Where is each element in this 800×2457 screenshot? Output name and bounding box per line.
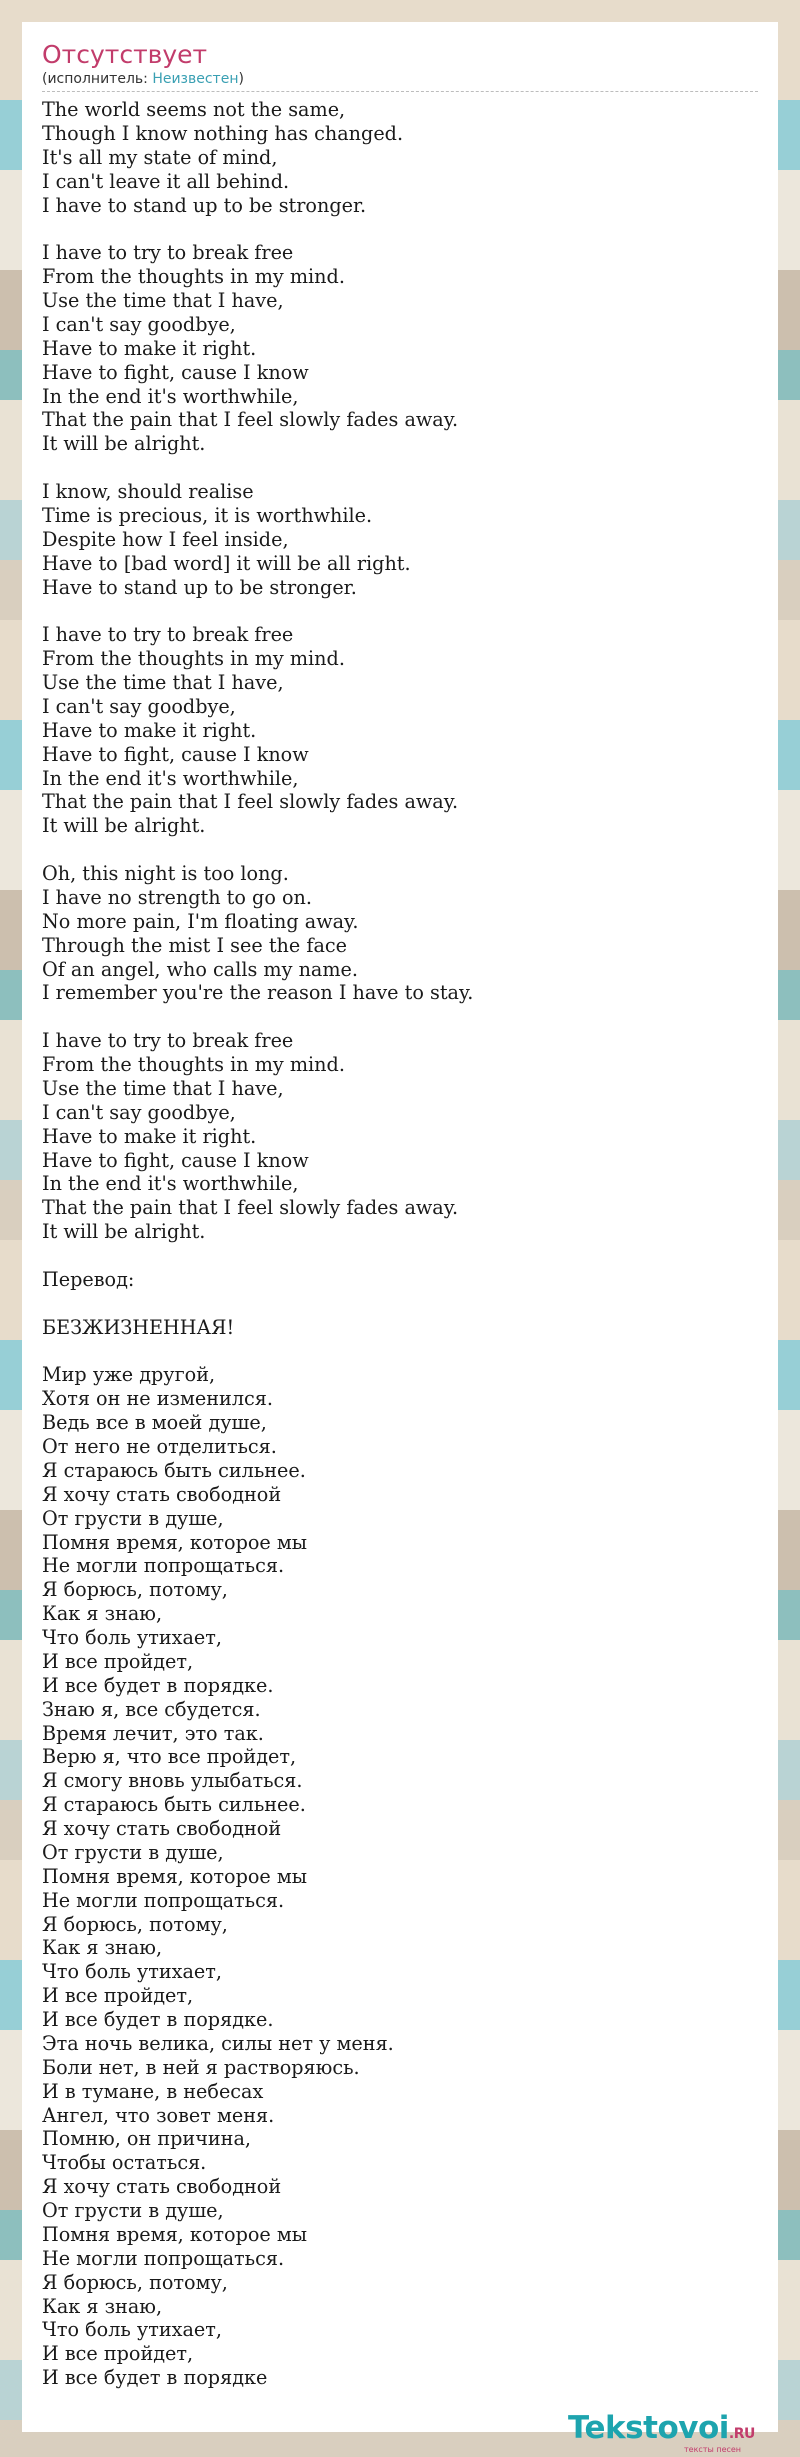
- lyrics-line: Я хочу стать свободной: [42, 1482, 282, 1506]
- lyrics-line: From the thoughts in my mind.: [42, 647, 345, 671]
- lyrics-line: Through the mist I see the face: [42, 933, 347, 957]
- lyrics-line: Помня время, которое мы: [42, 1530, 308, 1554]
- lyrics-line: Помня время, которое мы: [42, 2222, 308, 2246]
- lyrics-line: I can't say goodbye,: [42, 1100, 236, 1124]
- lyrics-line: In the end it's worthwhile,: [42, 1172, 299, 1196]
- lyrics-line: Я стараюсь быть сильнее.: [42, 1458, 306, 1482]
- lyrics-line: I have no strength to go on.: [42, 885, 312, 909]
- lyrics-line: No more pain, I'm floating away.: [42, 909, 359, 933]
- lyrics-line: От грусти в душе,: [42, 2199, 224, 2222]
- lyrics-blank-line: [42, 1292, 758, 1316]
- artist-suffix: ): [238, 71, 244, 87]
- lyrics-line: Have to make it right.: [42, 336, 257, 360]
- lyrics-line: It's all my state of mind,: [42, 145, 278, 169]
- artist-prefix: (исполнитель:: [42, 71, 153, 87]
- song-title: Отсутствует: [42, 40, 208, 69]
- lyrics-line: Я борюсь, потому,: [42, 1912, 228, 1936]
- lyrics-line: In the end it's worthwhile,: [42, 384, 299, 408]
- site-logo[interactable]: [568, 2411, 778, 2455]
- lyrics-line: That the pain that I feel slowly fades away.: [42, 408, 459, 432]
- lyrics-line: И в тумане, в небесах: [42, 2079, 264, 2103]
- lyrics-line: Как я знаю,: [42, 1936, 163, 1960]
- lyrics-line: Время лечит, это так.: [42, 1721, 264, 1745]
- lyrics-line: I have to try to break free: [42, 241, 294, 265]
- lyrics-line: Эта ночь велика, силы нет у меня.: [42, 2031, 394, 2055]
- lyrics-line: Я стараюсь быть сильнее.: [42, 1793, 306, 1817]
- lyrics-line: От грусти в душе,: [42, 1506, 224, 1530]
- song-header: [42, 40, 758, 92]
- lyrics-line: Я смогу вновь улыбаться.: [42, 1769, 303, 1793]
- lyrics-line: Я хочу стать свободной: [42, 1817, 282, 1840]
- lyrics-text: [42, 98, 758, 2390]
- lyrics-line: Though I know nothing has changed.: [42, 121, 404, 145]
- lyrics-line: Помня время, которое мы: [42, 1864, 308, 1888]
- lyrics-line: И все будет в порядке: [42, 2366, 268, 2390]
- lyrics-line: Не могли попрощаться.: [42, 2246, 285, 2270]
- lyrics-line: Мир уже другой,: [42, 1363, 216, 1387]
- lyrics-blank-line: [42, 838, 758, 862]
- header-divider: [42, 91, 758, 92]
- lyrics-line: Ангел, что зовет меня.: [42, 2103, 275, 2127]
- lyrics-line: Use the time that I have,: [42, 289, 284, 312]
- lyrics-line: Use the time that I have,: [42, 671, 284, 694]
- lyrics-line: Что боль утихает,: [42, 1626, 222, 1649]
- lyrics-line: Хотя он не изменился.: [42, 1387, 273, 1411]
- lyrics-line: It will be alright.: [42, 814, 206, 838]
- lyrics-line: Как я знаю,: [42, 1602, 163, 1626]
- lyrics-line: In the end it's worthwhile,: [42, 766, 299, 790]
- lyrics-line: Не могли попрощаться.: [42, 1888, 285, 1912]
- logo-name: Tekstovoi: [568, 2410, 729, 2446]
- lyrics-card: [22, 22, 778, 2454]
- lyrics-line: That the pain that I feel slowly fades away.: [42, 790, 459, 814]
- lyrics-line: From the thoughts in my mind.: [42, 265, 345, 289]
- lyrics-line: Как я знаю,: [42, 2294, 163, 2318]
- logo-tagline: тексты песен: [684, 2445, 742, 2454]
- lyrics-line: И все будет в порядке.: [42, 2008, 274, 2031]
- lyrics-blank-line: [42, 1005, 758, 1029]
- lyrics-line: И все будет в порядке.: [42, 1673, 274, 1697]
- lyrics-line: That the pain that I feel slowly fades away.: [42, 1196, 459, 1220]
- lyrics-line: I can't leave it all behind.: [42, 169, 290, 193]
- lyrics-line: From the thoughts in my mind.: [42, 1053, 345, 1076]
- lyrics-line: I remember you're the reason I have to stay.: [42, 981, 474, 1005]
- lyrics-line: I can't say goodbye,: [42, 312, 236, 336]
- lyrics-line: И все пройдет,: [42, 2342, 194, 2366]
- lyrics-blank-line: [42, 456, 758, 480]
- logo-tld: .RU: [728, 2426, 755, 2442]
- lyrics-line: Despite how I feel inside,: [42, 527, 289, 551]
- lyrics-line: I have to try to break free: [42, 1029, 294, 1053]
- lyrics-line: Have to make it right.: [42, 718, 257, 742]
- lyrics-line: И все пройдет,: [42, 1984, 194, 2008]
- lyrics-line: Have to make it right.: [42, 1124, 257, 1148]
- lyrics-line: Of an angel, who calls my name.: [42, 957, 359, 981]
- lyrics-line: The world seems not the same,: [42, 98, 346, 121]
- lyrics-line: Что боль утихает,: [42, 1960, 222, 1984]
- lyrics-line: Have to [bad word] it will be all right.: [42, 551, 411, 575]
- lyrics-line: Верю я, что все пройдет,: [42, 1745, 297, 1769]
- lyrics-line: It will be alright.: [42, 432, 206, 456]
- lyrics-line: Я хочу стать свободной: [42, 2175, 282, 2199]
- lyrics-line: От грусти в душе,: [42, 1840, 224, 1864]
- lyrics-line: Что боль утихает,: [42, 2318, 222, 2342]
- lyrics-line: Перевод:: [42, 1267, 135, 1291]
- lyrics-line: Чтобы остаться.: [42, 2151, 207, 2175]
- lyrics-line: I know, should realise: [42, 480, 254, 503]
- lyrics-line: Have to fight, cause I know: [42, 1148, 309, 1172]
- lyrics-line: И все пройдет,: [42, 1649, 194, 1673]
- lyrics-blank-line: [42, 1340, 758, 1364]
- lyrics-line: БЕЗЖИЗНЕННАЯ!: [42, 1315, 235, 1339]
- artist-line: [42, 70, 758, 88]
- lyrics-line: Have to fight, cause I know: [42, 742, 309, 766]
- lyrics-line: I have to stand up to be stronger.: [42, 193, 367, 217]
- logo-wordmark: [568, 2411, 778, 2451]
- lyrics-line: Помню, он причина,: [42, 2127, 252, 2151]
- lyrics-blank-line: [42, 217, 758, 241]
- lyrics-line: Have to fight, cause I know: [42, 360, 309, 384]
- lyrics-blank-line: [42, 599, 758, 623]
- lyrics-line: Я борюсь, потому,: [42, 1578, 228, 1602]
- lyrics-line: Знаю я, все сбудется.: [42, 1697, 261, 1721]
- lyrics-blank-line: [42, 1244, 758, 1268]
- lyrics-line: Oh, this night is too long.: [42, 862, 289, 885]
- lyrics-line: От него не отделиться.: [42, 1435, 277, 1458]
- lyrics-line: Use the time that I have,: [42, 1076, 284, 1100]
- lyrics-line: Have to stand up to be stronger.: [42, 575, 357, 599]
- lyrics-line: Ведь все в моей душе,: [42, 1411, 267, 1435]
- lyrics-line: I have to try to break free: [42, 623, 294, 647]
- lyrics-line: Time is precious, it is worthwhile.: [42, 503, 373, 527]
- lyrics-line: Я борюсь, потому,: [42, 2270, 228, 2294]
- lyrics-line: It will be alright.: [42, 1220, 206, 1244]
- lyrics-line: Боли нет, в ней я растворяюсь.: [42, 2055, 360, 2079]
- lyrics-line: Не могли попрощаться.: [42, 1554, 285, 1578]
- artist-link[interactable]: Неизвестен: [152, 71, 239, 87]
- lyrics-line: I can't say goodbye,: [42, 694, 236, 718]
